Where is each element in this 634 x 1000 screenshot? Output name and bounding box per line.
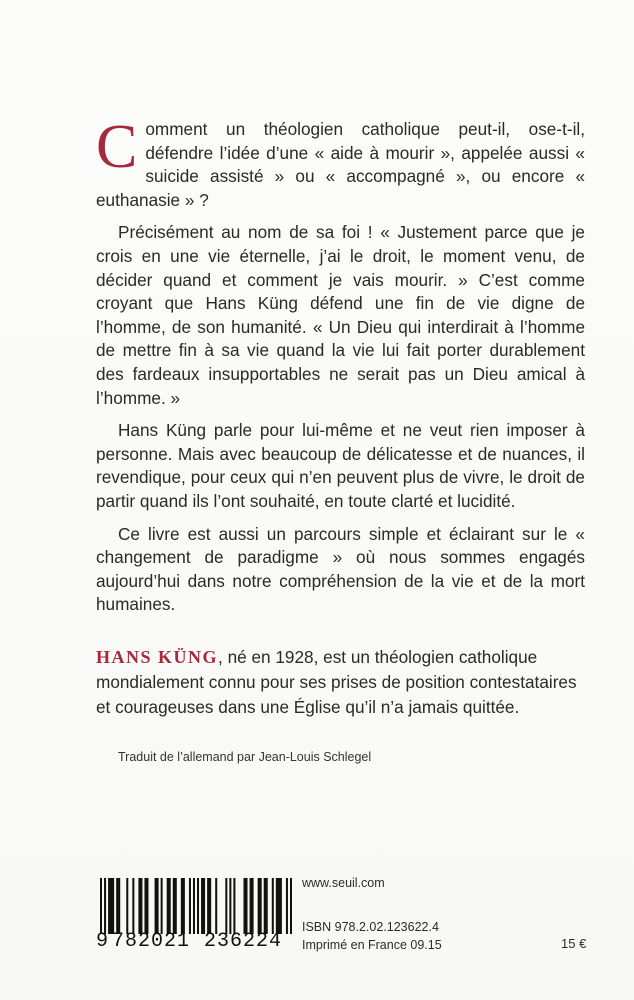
barcode-bar (243, 878, 247, 934)
barcode-bar (189, 878, 191, 934)
barcode-bar (215, 878, 217, 934)
barcode-bar (225, 878, 227, 934)
barcode-bar (144, 878, 148, 934)
barcode-bar (167, 878, 171, 934)
blurb (96, 113, 585, 626)
barcode-bar (264, 878, 268, 934)
barcode-first-digit: 9 (96, 930, 109, 953)
barcode-bar (272, 878, 274, 934)
isbn: ISBN 978.2.02.123622.4 (302, 920, 439, 934)
blurb-paragraph-2: Précisément au nom de sa foi ! « Justement parce que je crois en une vie éternelle, j’ai le droit, le moment venu, de décider quand et comment je vais mourir. » C’est comme croyant que Hans Küng défend une fin de vie digne de l’homme, de son humanité. « Un Dieu qui interdirait à l’homme de mettre fin à sa vie quand la vie lui fait porter durablement des fardeaux insupportables ne serait pas un Dieu amical à l’homme. » (96, 222, 585, 408)
price: 15 € (561, 936, 587, 951)
barcode-bar (229, 878, 231, 934)
translator-note: Traduit de l’allemand par Jean-Louis Schlegel (118, 750, 372, 764)
barcode-bar (155, 878, 159, 934)
barcode-digits (96, 930, 292, 956)
barcode-bar (173, 878, 177, 934)
author-bio (96, 645, 585, 720)
barcode-bar (258, 878, 262, 934)
blurb-paragraph-4: Ce livre est aussi un parcours simple et éclairant sur le « changement de paradigme » où nous sommes engagés aujourd’hui dans notre compréhension de la vie et de la mort humaines. (96, 523, 585, 615)
barcode-bar (193, 878, 195, 934)
barcode-bar (197, 878, 199, 934)
author-bio-text: , né en 1928, est un théologien catholique mondialement connu pour ses prises de position contestataires et courageuses dans une Église qu’il n’a jamais quittée. (96, 647, 577, 717)
barcode-bar (181, 878, 185, 934)
blurb-paragraph-1 (96, 113, 585, 212)
author-name: HANS KÜNG (96, 647, 219, 667)
barcode-bar (250, 878, 254, 934)
barcode-bar (126, 878, 128, 934)
barcode-left-group: 782021 (112, 930, 191, 953)
barcode-bar (201, 878, 205, 934)
barcode-bar (116, 878, 120, 934)
barcode-right-group: 236224 (204, 930, 283, 953)
printed-in: Imprimé en France 09.15 (302, 938, 442, 952)
barcode-bar (138, 878, 142, 934)
barcode-bar (290, 878, 292, 934)
barcode-bar (132, 878, 134, 934)
publisher-website: www.seuil.com (302, 876, 385, 890)
blurb-paragraph-1-text: omment un théologien catholique peut-il, ose-t-il, défendre l’idée d’une « aide à mourir », appelée aussi « suicide assisté » ou « accompagné », ou encore « euthanasie » ? (96, 119, 585, 210)
barcode-bar (161, 878, 163, 934)
barcode-bar (207, 878, 211, 934)
dropcap: C (96, 113, 138, 181)
barcode-bars (100, 878, 292, 934)
barcode-bar (108, 878, 114, 934)
barcode-bar (286, 878, 288, 934)
barcode-bar (233, 878, 235, 934)
barcode-bar (104, 878, 106, 934)
blurb-paragraph-3: Hans Küng parle pour lui-même et ne veut rien imposer à personne. Mais avec beaucoup de délicatesse et de nuances, il revendique, pour ceux qui n’en peuvent plus de vivre, le droit de partir quand ils l’ont souhaité, en toute clarté et lucidité. (96, 420, 585, 511)
barcode-bar (276, 878, 282, 934)
barcode-bar (100, 878, 102, 934)
